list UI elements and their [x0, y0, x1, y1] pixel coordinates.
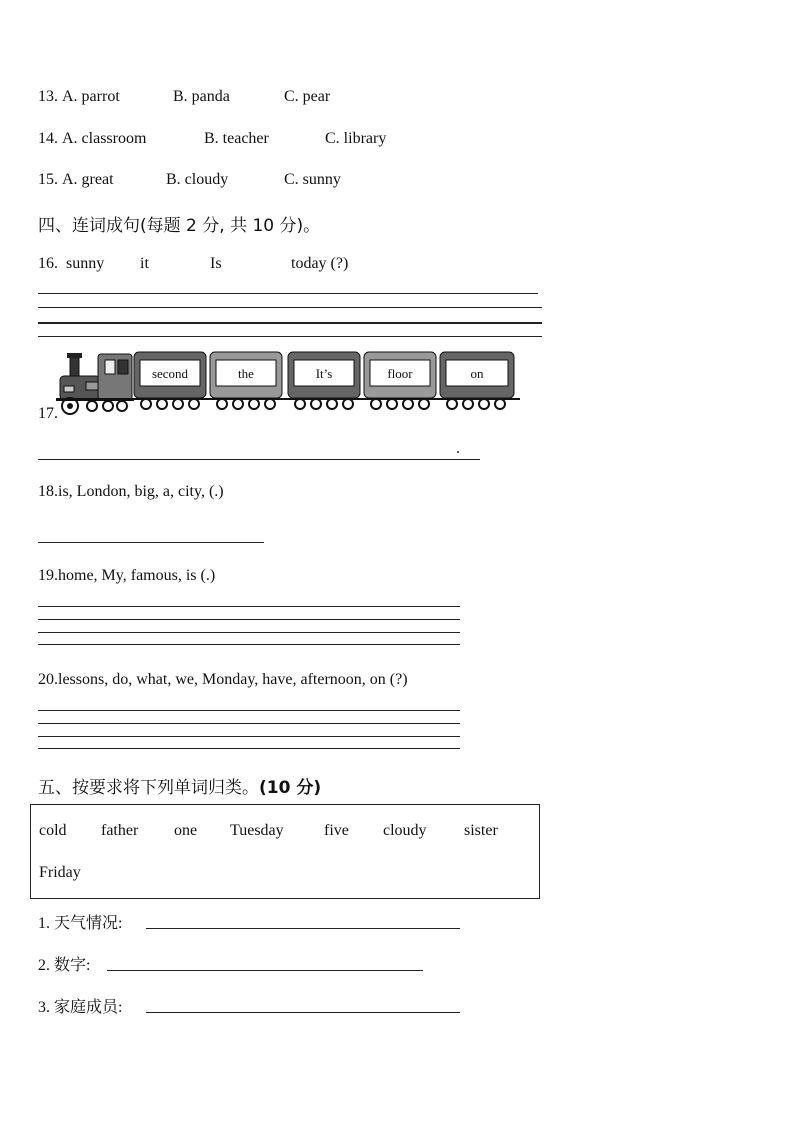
answer-line [38, 619, 460, 620]
question-14-number: 14. [38, 130, 58, 147]
category-family-label: 3. 家庭成员: [38, 999, 123, 1016]
answer-line [38, 322, 542, 324]
word-box-item: cold [39, 822, 67, 839]
train-car-5 [440, 352, 514, 409]
section-5-heading [38, 773, 321, 798]
answer-line [38, 723, 460, 724]
answer-line [38, 606, 460, 607]
train-car-word: second [151, 366, 189, 381]
answer-line [38, 632, 460, 633]
question-15-number: 15. [38, 171, 58, 188]
question-16-number: 16. [38, 255, 58, 272]
train-car-1 [134, 352, 206, 409]
word-box-item: cloudy [383, 822, 427, 839]
train-car-word: on [470, 366, 484, 381]
section-4-heading: 四、连词成句(每题 2 分, 共 10 分)。 [38, 216, 321, 236]
answer-line [38, 710, 460, 711]
answer-line [38, 542, 264, 543]
question-13-option-c: C. pear [284, 88, 331, 105]
word-box-item: Friday [39, 864, 81, 881]
train-car-word: the [238, 366, 254, 381]
question-16-word: Is [210, 255, 222, 272]
answer-line [38, 293, 538, 294]
answer-line [38, 307, 542, 308]
question-16-word: today (?) [291, 255, 349, 272]
question-16-word: it [140, 255, 149, 272]
category-weather-label: 1. 天气情况: [38, 915, 123, 932]
answer-line [38, 748, 460, 749]
question-14-option-b: B. teacher [204, 130, 269, 147]
word-box-item: Tuesday [230, 822, 284, 839]
question-14-option-a: A. classroom [62, 130, 147, 147]
question-20-prompt: 20.lessons, do, what, we, Monday, have, afternoon, on (?) [38, 671, 408, 688]
train-car-3 [288, 352, 360, 409]
category-family-answer-line[interactable] [146, 1012, 460, 1013]
locomotive-icon [56, 353, 134, 414]
train-car-word: floor [387, 366, 413, 381]
word-box-item: sister [464, 822, 498, 839]
answer-line [38, 736, 460, 737]
question-18-prompt: 18.is, London, big, a, city, (.) [38, 483, 224, 500]
section-5-title: 五、按要求将下列单词归类。 [38, 778, 259, 798]
category-numbers-label: 2. 数字: [38, 957, 91, 974]
question-15-option-a: A. great [62, 171, 114, 188]
question-13-option-b: B. panda [173, 88, 230, 105]
question-14-option-c: C. library [325, 130, 387, 147]
train-illustration [56, 348, 526, 418]
answer-end-mark: . [456, 440, 460, 457]
word-box-item: one [174, 822, 198, 839]
question-15-option-b: B. cloudy [166, 171, 229, 188]
word-box-item: five [324, 822, 349, 839]
answer-line [38, 336, 542, 337]
question-19-prompt: 19.home, My, famous, is (.) [38, 567, 216, 584]
train-car-4 [364, 352, 436, 409]
question-17-number: 17. [38, 405, 58, 422]
category-numbers-answer-line[interactable] [107, 970, 423, 971]
question-16-word: sunny [66, 255, 105, 272]
train-car-word: It’s [315, 366, 333, 381]
section-5-score: (10 分) [259, 778, 322, 798]
question-15-option-c: C. sunny [284, 171, 341, 188]
answer-line [38, 644, 460, 645]
answer-line [38, 459, 480, 460]
category-weather-answer-line[interactable] [146, 928, 460, 929]
question-13-number: 13. [38, 88, 58, 105]
word-box-item: father [101, 822, 139, 839]
question-13-option-a: A. parrot [62, 88, 120, 105]
train-car-2 [210, 352, 282, 409]
word-box [30, 804, 540, 899]
